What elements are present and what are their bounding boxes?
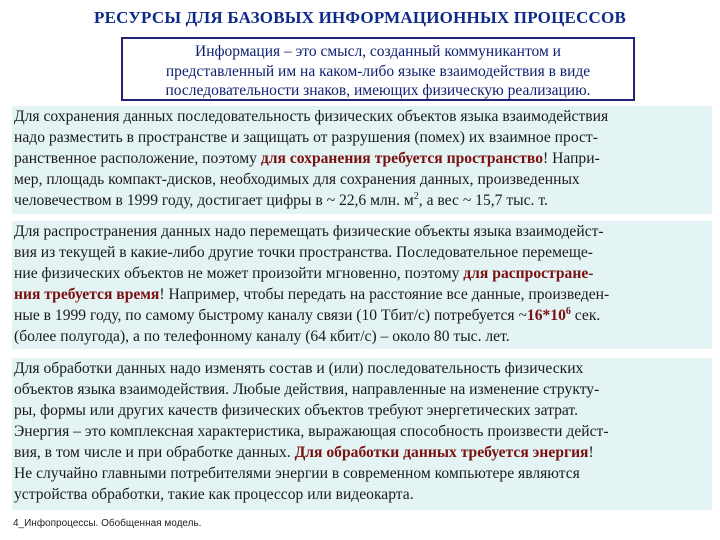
storage-line: мер, площадь компакт-дисков, необходимых для сохранения данных, произведенных: [14, 171, 580, 188]
transfer-line: Для распространения данных надо перемещать физические объекты языка взаимодейст-: [14, 223, 604, 240]
processing-paragraph: [12, 358, 712, 510]
processing-line: устройства обработки, такие как процессор или видеокарта.: [14, 486, 414, 503]
transfer-line: вия из текущей в какие-либо другие точки пространства. Последовательное перемеще-: [14, 244, 593, 261]
transfer-emphasis: 16*10: [526, 307, 566, 324]
definition-line: Информация – это смысл, созданный коммуникантом и: [195, 43, 561, 60]
processing-line: Для обработки данных надо изменять состав и (или) последовательность физических: [14, 360, 584, 377]
transfer-line: (более полугода), а по телефонному каналу (64 кбит/с) – около 80 тыс. лет.: [14, 328, 510, 345]
transfer-emphasis: для распростране-: [463, 265, 594, 282]
processing-line: Энергия – это комплексная характеристика, выражающая способность произвести дейст-: [14, 423, 609, 440]
definition-line: последовательности знаков, имеющих физическую реализацию.: [165, 82, 591, 99]
storage-line: надо разместить в пространстве и защищать от разрушения (помех) их взаимное прост-: [14, 129, 598, 146]
storage-line: Для сохранения данных последовательность физических объектов языка взаимодействия: [14, 108, 609, 125]
processing-line: ры, формы или других качеств физических объектов требуют энергетических затрат.: [14, 402, 578, 419]
processing-line: объектов языка взаимодействия. Любые действия, направленные на изменение структу-: [14, 381, 600, 398]
transfer-line: ния требуется время! Например, чтобы передать на расстояние все данные, произведен-: [14, 286, 610, 303]
slide-footer: 4_Инфопроцессы. Обобщенная модель.: [13, 518, 202, 529]
storage-paragraph: [12, 106, 712, 214]
processing-emphasis: Для обработки данных требуется энергия: [294, 444, 589, 461]
transfer-line: ние физических объектов не может произойти мгновенно, поэтому для распростране-: [14, 265, 594, 282]
storage-line: человечеством в 1999 году, достигает цифры в ~ 22,6 млн. $м^2$, а вес ~ 15,7 тыс. т.: [14, 190, 548, 209]
page-title: РЕСУРСЫ ДЛЯ БАЗОВЫХ ИНФОРМАЦИОННЫХ ПРОЦЕССОВ: [94, 8, 626, 27]
processing-line: вия, в том числе и при обработке данных. Для обработки данных требуется энергия!: [14, 444, 594, 461]
definition-line: представленный им на каком-либо языке взаимодействия в виде: [165, 62, 591, 80]
transfer-line: ные в 1999 году, по самому быстрому каналу связи (10 Тбит/с) потребуется $\sim 16*10^6$ сек.: [14, 305, 601, 324]
storage-emphasis: для сохранения требуется пространство: [260, 150, 544, 167]
storage-line: ранственное расположение, поэтому для сохранения требуется пространство! Напри-: [14, 150, 600, 167]
transfer-emphasis: ния требуется время: [14, 286, 160, 303]
definition-box: [121, 37, 635, 101]
processing-line: Не случайно главными потребителями энергии в современном компьютере являются: [14, 465, 580, 482]
transfer-paragraph: [12, 221, 712, 349]
